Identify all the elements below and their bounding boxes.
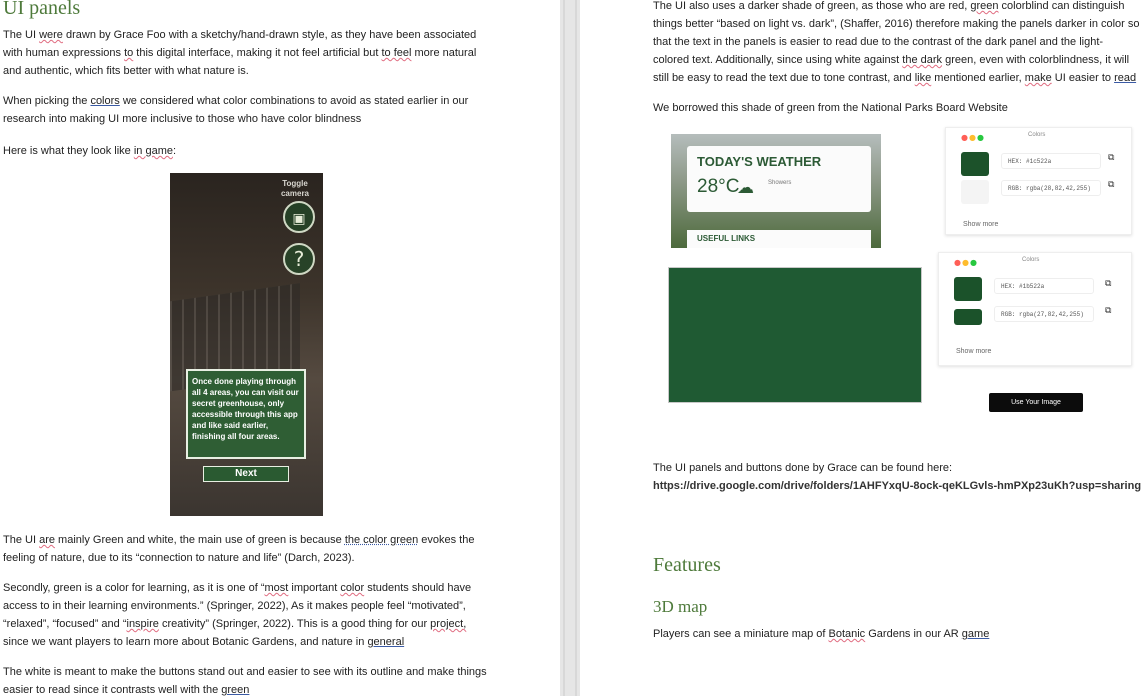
window-dots-icon: ●●● [954, 258, 978, 267]
show-more-link[interactable]: Show more [963, 221, 999, 228]
paragraph-learning: Secondly, green is a color for learning, as it is one of “most important color students should have access to in their learning environments.” (Springer, 2022), As it makes people feel “motivated”, “relaxed”, “focused” and “inspire creativity” (Springer, 2022). This is a good thing for our project, since we want players to learn more about Botanic Gardens, and nature in general [3, 582, 472, 648]
useful-links-label: USEFUL LINKS [697, 234, 756, 243]
weather-title: TODAY'S WEATHER [697, 154, 822, 169]
heading-features: Features [653, 554, 721, 576]
paragraph-in-game: Here is what they look like in game: [3, 145, 177, 157]
color-swatch [954, 277, 982, 301]
copy-icon[interactable]: ⧉ [1105, 279, 1112, 289]
weather-screenshot [671, 134, 881, 248]
hex-field[interactable]: HEX: #1c522a [1001, 153, 1101, 169]
picker-title: Colors [1028, 132, 1046, 138]
window-dots-icon: ●●● [961, 133, 985, 142]
useful-links-bar [687, 230, 871, 248]
camera-icon[interactable]: ▣ [283, 201, 315, 233]
heading-3d-map: 3D map [653, 597, 708, 616]
paragraph-panels-link: The UI panels and buttons done by Grace can be found here: [653, 462, 953, 474]
paragraph-green-white: The UI are mainly Green and white, the main use of green is because the color green evokes the feeling of nature, due to its “connection to nature and life” (Darch, 2023). [3, 534, 475, 564]
next-button[interactable]: Next [203, 466, 289, 482]
copy-icon[interactable]: ⧉ [1108, 180, 1115, 190]
paragraph-darker-green: The UI also uses a darker shade of green, as those who are red, green colorblind can distinguish things better “based on light vs. dark”, (Shaffer, 2016) therefore making the panels darker in color so that the text in the panels is easier to read due to the contrast of the dark panel and the light- colored text. Additionally, since using white against the dark green, even with colorblindness, it will still be easy to read the text due to tone contrast, and like mentioned earlier, make UI easier to read [653, 0, 1140, 84]
picker-title: Colors [1022, 257, 1040, 263]
paragraph-ui-drawn: The UI were drawn by Grace Foo with a sketchy/hand-drawn style, as they have been associated with human expressions to this digital interface, making it not feel artificial but to feel more natural and authentic, which fits better with what nature is. [3, 29, 477, 77]
green-color-sample [668, 267, 922, 403]
page-gutter [560, 0, 580, 696]
document-page-right [580, 0, 1141, 696]
question-mark-icon[interactable]: ? [283, 243, 315, 275]
document-page-left [0, 0, 560, 696]
rain-cloud-icon: ☁ [737, 178, 754, 198]
use-your-image-button[interactable]: Use Your Image [989, 393, 1083, 412]
toggle-camera-label: Toggle camera [280, 179, 310, 198]
heading-ui-panels: UI panels [3, 0, 81, 19]
paragraph-3d-map: Players can see a miniature map of Botanic Gardens in our AR game [653, 628, 990, 640]
weather-temperature: 28°C [697, 176, 740, 197]
color-picker-2 [938, 252, 1132, 366]
color-swatch [961, 152, 989, 176]
color-swatch [954, 309, 982, 325]
game-screenshot [170, 173, 323, 516]
paragraph-borrowed: We borrowed this shade of green from the National Parks Board Website [653, 102, 1008, 114]
weather-condition: Showers [768, 180, 792, 186]
show-more-link[interactable]: Show more [956, 348, 992, 355]
hex-field[interactable]: HEX: #1b522a [994, 278, 1094, 294]
color-picker-1 [945, 127, 1132, 235]
rgb-field[interactable]: RGB: rgba(27,82,42,255) [994, 306, 1094, 322]
copy-icon[interactable]: ⧉ [1108, 153, 1115, 163]
paragraph-white: The white is meant to make the buttons stand out and easier to see with its outline and make things easier to read since it contrasts well with the green [3, 666, 487, 696]
drive-link[interactable]: https://drive.google.com/drive/folders/1AHFYxqU-8ock-qeKLGvls-hmPXp23uKh?usp=sharing [653, 480, 1141, 492]
copy-icon[interactable]: ⧉ [1105, 306, 1112, 316]
rgb-field[interactable]: RGB: rgba(28,82,42,255) [1001, 180, 1101, 196]
color-swatch-empty [961, 180, 989, 204]
info-panel: Once done playing through all 4 areas, you can visit our secret greenhouse, only accessible through this app and like said earlier, finishing all four areas. [186, 369, 306, 459]
paragraph-colors: When picking the colors we considered what color combinations to avoid as stated earlier in our research into making UI more inclusive to those who have color blindness [3, 95, 469, 125]
